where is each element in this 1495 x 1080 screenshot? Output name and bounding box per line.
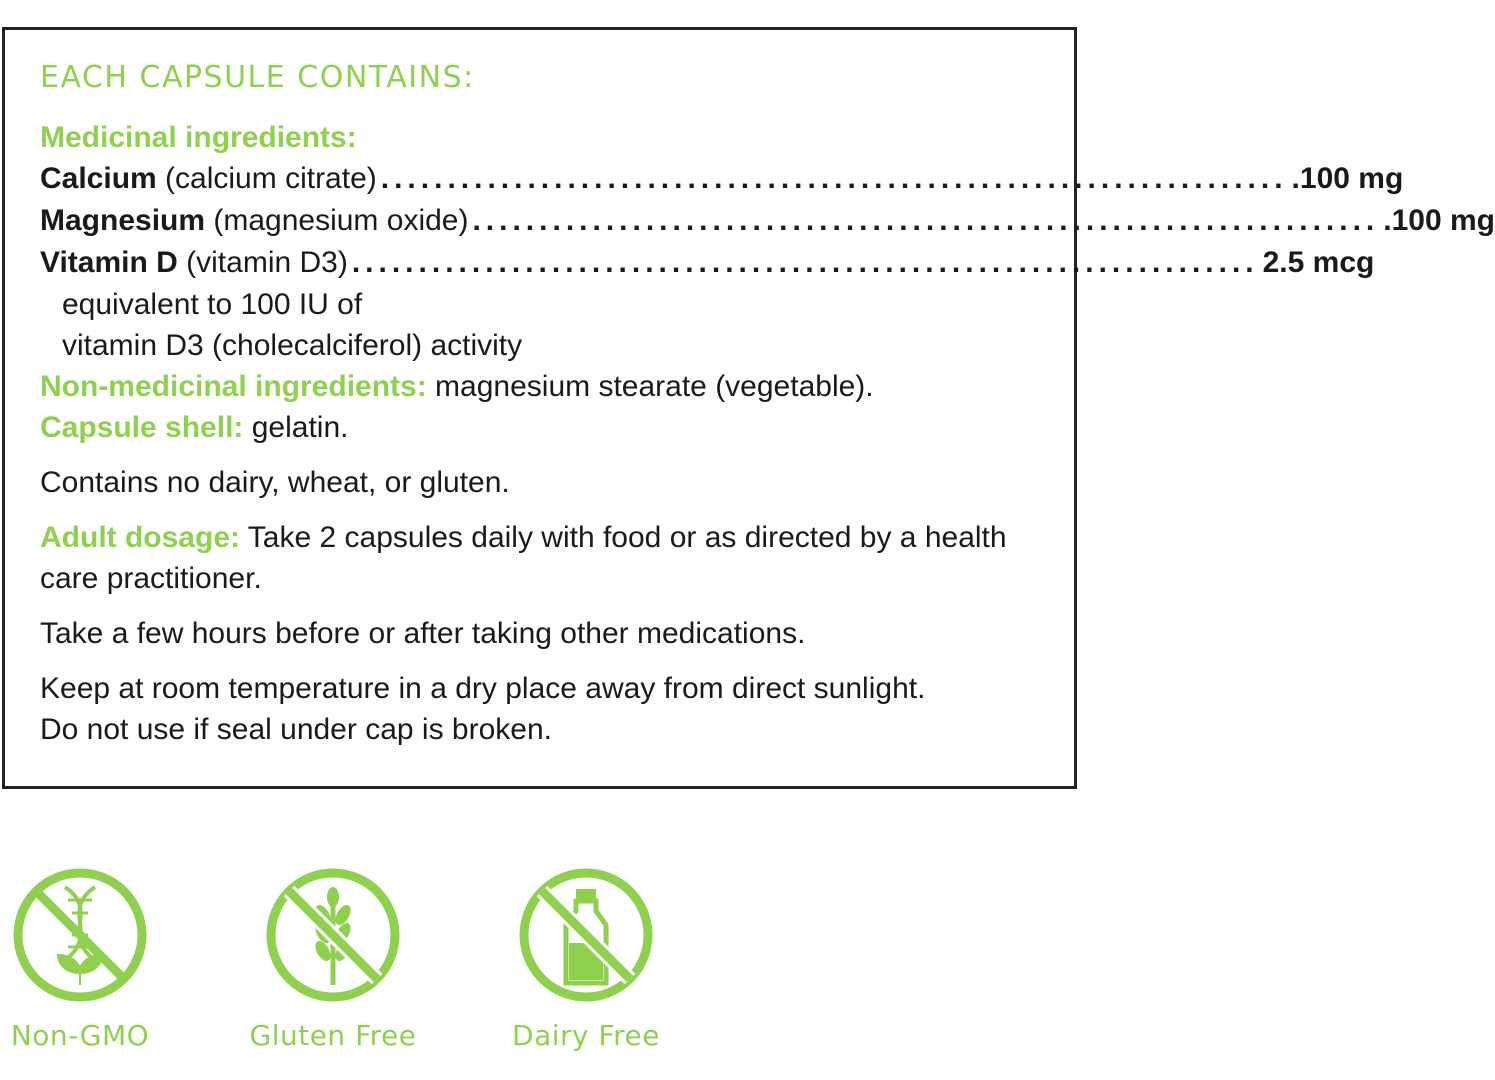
- ingredient-name: Magnesium: [40, 204, 206, 237]
- badge-label: Dairy Free: [512, 1019, 660, 1052]
- leader-dots: ....................................................................: [472, 204, 1380, 237]
- leader-dots: ....................................................................: [351, 246, 1259, 279]
- capsule-shell-title: Capsule shell:: [40, 411, 244, 444]
- non-medicinal-title: Non-medicinal ingredients:: [40, 370, 427, 403]
- ingredient-name: Calcium: [40, 162, 157, 195]
- badge-label: Non-GMO: [10, 1019, 150, 1052]
- allergen-statement: Contains no dairy, wheat, or gluten.: [40, 466, 510, 499]
- leader-dots: ....................................................................: [380, 162, 1288, 195]
- ingredient-detail: (calcium citrate): [156, 162, 377, 195]
- feature-badges: [0, 865, 1080, 1065]
- milk-bottle-icon: [516, 865, 656, 1005]
- storage-line-2: Do not use if seal under cap is broken.: [40, 713, 552, 746]
- capsule-shell-value: gelatin.: [243, 411, 349, 444]
- badge-gluten-free: [243, 865, 423, 1052]
- ingredient-row-magnesium: [40, 200, 1495, 242]
- capsule-shell: [40, 407, 1039, 448]
- badge-non-gmo: [0, 865, 170, 1052]
- ingredient-detail: (magnesium oxide): [205, 204, 469, 237]
- adult-dosage-value: Take 2 capsules daily with food or as directed by a health care practitioner.: [40, 521, 1007, 595]
- ingredient-row-vitamin-d: [40, 242, 1375, 284]
- medicinal-ingredients-title: Medicinal ingredients:: [40, 121, 357, 154]
- non-medicinal-ingredients: [40, 366, 1039, 407]
- ingredient-amount: 2.5 mcg: [1262, 246, 1375, 279]
- ingredient-row-calcium: [40, 158, 1404, 200]
- interaction-warning: Take a few hours before or after taking other medications.: [40, 617, 806, 650]
- adult-dosage: [40, 517, 1039, 599]
- ingredient-amount: .100 mg: [1383, 204, 1495, 237]
- ingredient-name: Vitamin D: [40, 246, 178, 279]
- ingredient-amount: .100 mg: [1291, 162, 1404, 195]
- vitamin-d-note-line-2: vitamin D3 (cholecalciferol) activity: [62, 329, 523, 362]
- vitamin-d-note-line-1: equivalent to 100 IU of: [62, 288, 363, 321]
- non-medicinal-value: magnesium stearate (vegetable).: [426, 370, 874, 403]
- badge-label: Gluten Free: [249, 1019, 417, 1052]
- panel-header: EACH CAPSULE CONTAINS:: [40, 60, 475, 95]
- badge-dairy-free: [496, 865, 676, 1052]
- dna-leaf-icon: [10, 865, 150, 1005]
- storage-line-1: Keep at room temperature in a dry place away from direct sunlight.: [40, 672, 926, 705]
- ingredient-detail: (vitamin D3): [177, 246, 348, 279]
- adult-dosage-title: Adult dosage:: [40, 521, 240, 554]
- supplement-facts-panel: [2, 27, 1495, 789]
- wheat-icon: [263, 865, 403, 1005]
